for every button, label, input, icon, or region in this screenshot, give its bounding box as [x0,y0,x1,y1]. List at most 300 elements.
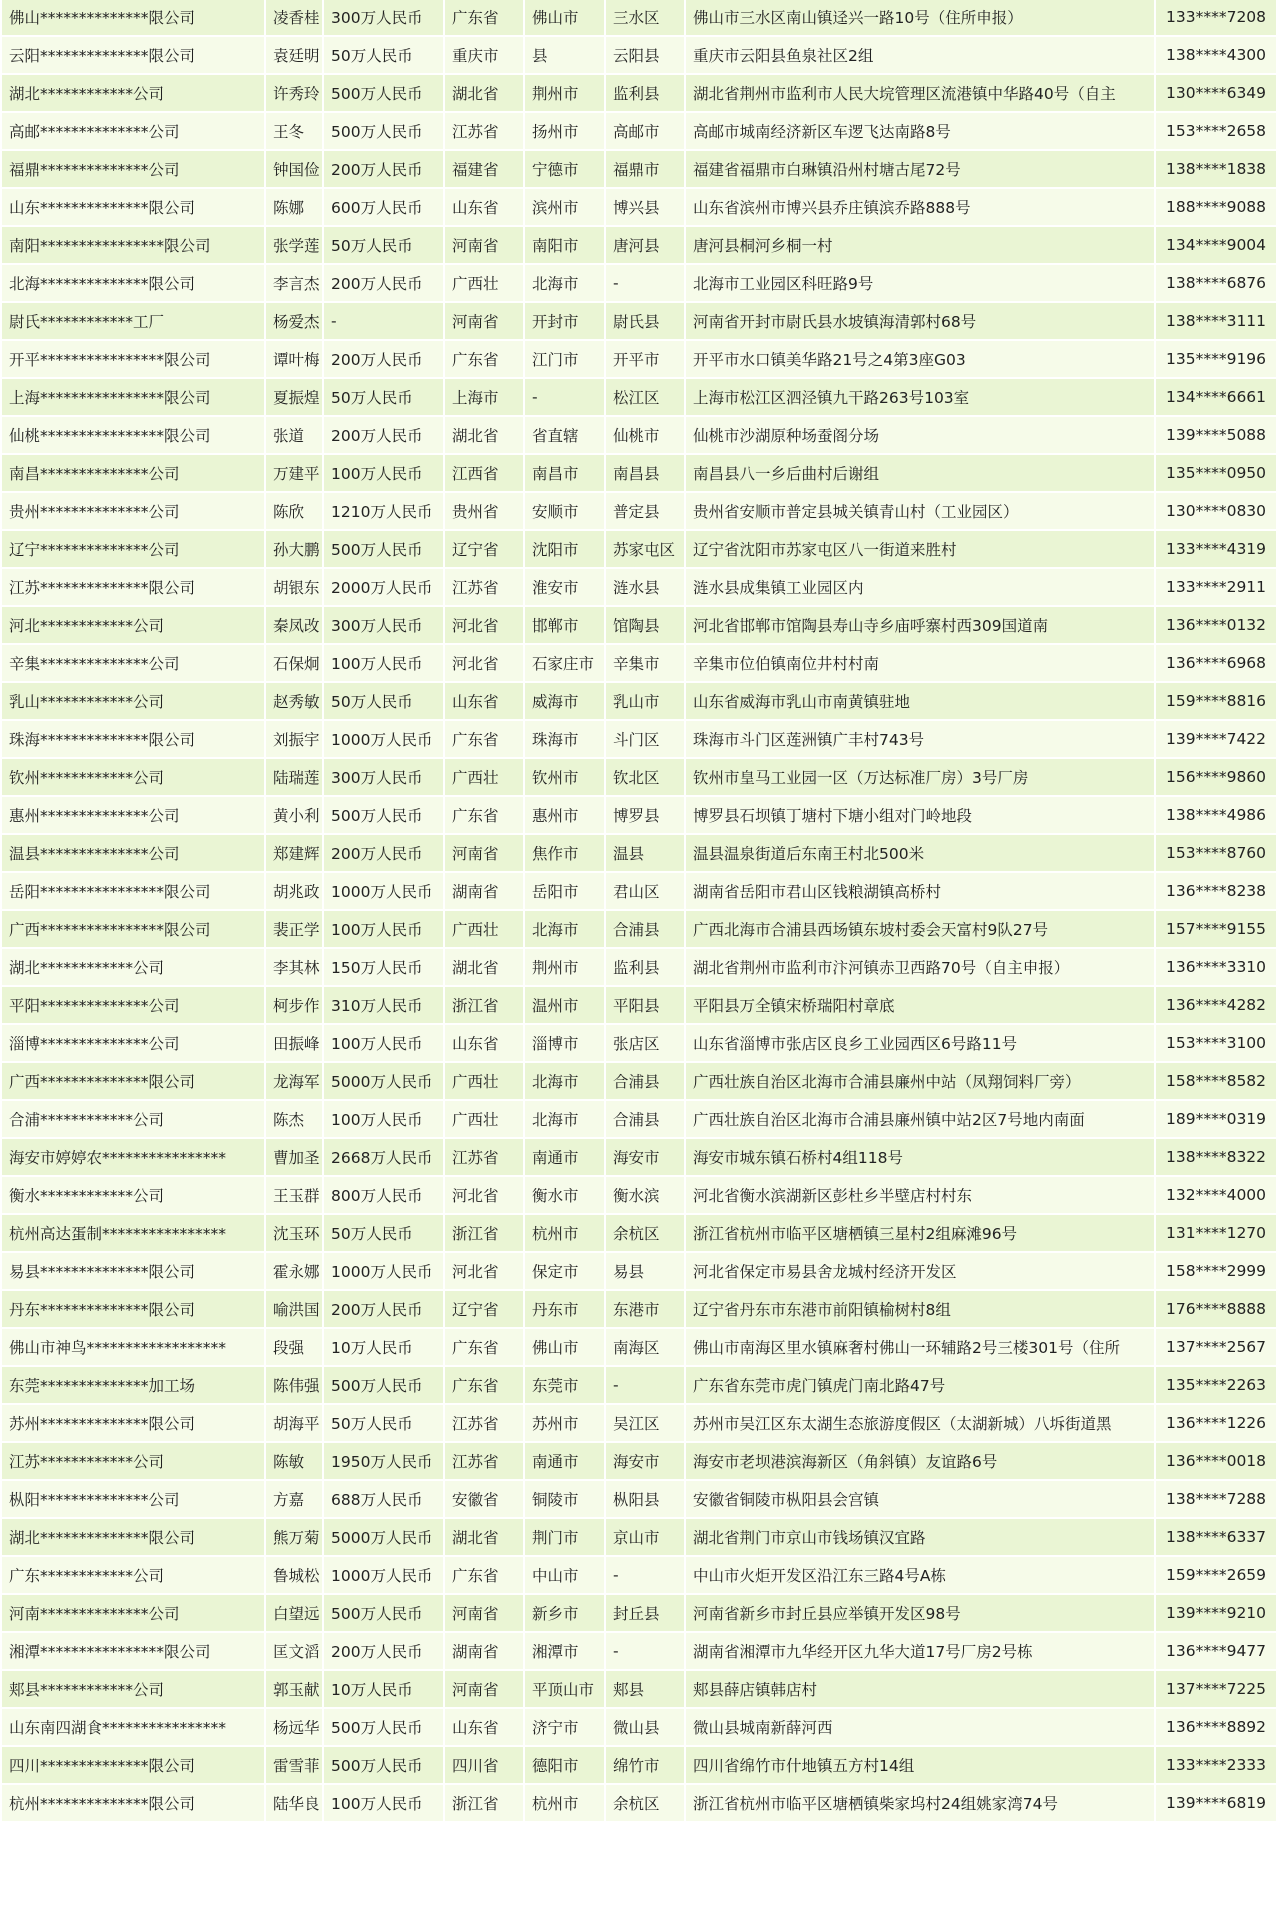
address-cell: 南昌县八一乡后曲村后谢组 [686,455,1154,491]
phone-cell: 153****2658 [1156,113,1276,149]
address-cell: 河南省新乡市封丘县应举镇开发区98号 [686,1595,1154,1631]
legal-person-cell: 赵秀敏 [266,683,322,719]
phone-cell: 138****4300 [1156,37,1276,73]
address-cell: 平阳县万全镇宋桥瑞阳村章底 [686,987,1154,1023]
province-cell: 山东省 [445,1025,523,1061]
table-row [2,683,1276,719]
city-cell: 新乡市 [525,1595,604,1631]
address-cell: 广东省东莞市虎门镇虎门南北路47号 [686,1367,1154,1403]
phone-cell: 136****8892 [1156,1709,1276,1745]
registered-capital-cell: 100万人民币 [324,645,443,681]
phone-cell: 137****2567 [1156,1329,1276,1365]
city-cell: 南通市 [525,1443,604,1479]
district-cell: 博罗县 [606,797,684,833]
legal-person-cell: 王玉群 [266,1177,322,1213]
phone-cell: 133****2333 [1156,1747,1276,1783]
phone-cell: 138****4986 [1156,797,1276,833]
legal-person-cell: 匡文滔 [266,1633,322,1669]
phone-cell: 136****1226 [1156,1405,1276,1441]
address-cell: 北海市工业园区科旺路9号 [686,265,1154,301]
legal-person-cell: 钟国俭 [266,151,322,187]
registered-capital-cell: 200万人民币 [324,341,443,377]
province-cell: 河南省 [445,303,523,339]
province-cell: 广东省 [445,0,523,35]
province-cell: 广西壮 [445,1101,523,1137]
phone-cell: 132****4000 [1156,1177,1276,1213]
address-cell: 安徽省铜陵市枞阳县会宫镇 [686,1481,1154,1517]
address-cell: 河北省邯郸市馆陶县寿山寺乡庙呼寨村西309国道南 [686,607,1154,643]
legal-person-cell: 黄小利 [266,797,322,833]
province-cell: 广西壮 [445,265,523,301]
company-name-cell: 珠海**************限公司 [2,721,264,757]
district-cell: 枞阳县 [606,1481,684,1517]
address-cell: 钦州市皇马工业园一区（万达标准厂房）3号厂房 [686,759,1154,795]
legal-person-cell: 张学莲 [266,227,322,263]
address-cell: 珠海市斗门区莲洲镇广丰村743号 [686,721,1154,757]
company-name-cell: 湖北************公司 [2,949,264,985]
city-cell: 杭州市 [525,1215,604,1251]
district-cell: 温县 [606,835,684,871]
province-cell: 上海市 [445,379,523,415]
province-cell: 广东省 [445,797,523,833]
company-name-cell: 山东**************限公司 [2,189,264,225]
district-cell: 唐河县 [606,227,684,263]
district-cell: 郏县 [606,1671,684,1707]
province-cell: 广东省 [445,1557,523,1593]
company-name-cell: 温县**************公司 [2,835,264,871]
table-row [2,1709,1276,1745]
phone-cell: 135****0950 [1156,455,1276,491]
city-cell: 扬州市 [525,113,604,149]
city-cell: 珠海市 [525,721,604,757]
phone-cell: 131****1270 [1156,1215,1276,1251]
table-row [2,721,1276,757]
registered-capital-cell: 50万人民币 [324,379,443,415]
company-name-cell: 广西****************限公司 [2,911,264,947]
address-cell: 四川省绵竹市什地镇五方村14组 [686,1747,1154,1783]
registered-capital-cell: 200万人民币 [324,265,443,301]
phone-cell: 153****8760 [1156,835,1276,871]
company-name-cell: 钦州************公司 [2,759,264,795]
company-name-cell: 仙桃****************限公司 [2,417,264,453]
district-cell: 封丘县 [606,1595,684,1631]
province-cell: 广西壮 [445,911,523,947]
phone-cell: 136****9477 [1156,1633,1276,1669]
table-row [2,303,1276,339]
district-cell: - [606,1367,684,1403]
registered-capital-cell: 500万人民币 [324,797,443,833]
province-cell: 浙江省 [445,1215,523,1251]
registered-capital-cell: 150万人民币 [324,949,443,985]
province-cell: 安徽省 [445,1481,523,1517]
address-cell: 仙桃市沙湖原种场蚕阁分场 [686,417,1154,453]
address-cell: 辽宁省沈阳市苏家屯区八一街道来胜村 [686,531,1154,567]
company-name-cell: 南阳****************限公司 [2,227,264,263]
province-cell: 山东省 [445,1709,523,1745]
registered-capital-cell: 500万人民币 [324,1367,443,1403]
legal-person-cell: 杨爱杰 [266,303,322,339]
city-cell: 保定市 [525,1253,604,1289]
city-cell: 沈阳市 [525,531,604,567]
company-name-cell: 河南**************公司 [2,1595,264,1631]
table-row [2,1405,1276,1441]
legal-person-cell: 陈娜 [266,189,322,225]
company-name-cell: 易县**************限公司 [2,1253,264,1289]
registered-capital-cell: 300万人民币 [324,0,443,35]
district-cell: 东港市 [606,1291,684,1327]
district-cell: 衡水滨 [606,1177,684,1213]
company-name-cell: 辽宁**************公司 [2,531,264,567]
address-cell: 浙江省杭州市临平区塘栖镇柴家坞村24组姚家湾74号 [686,1785,1154,1821]
city-cell: 荆州市 [525,75,604,111]
province-cell: 河南省 [445,835,523,871]
legal-person-cell: 喻洪国 [266,1291,322,1327]
company-name-cell: 淄博**************公司 [2,1025,264,1061]
legal-person-cell: 万建平 [266,455,322,491]
province-cell: 山东省 [445,189,523,225]
city-cell: 邯郸市 [525,607,604,643]
registered-capital-cell: 500万人民币 [324,113,443,149]
company-name-cell: 乳山************公司 [2,683,264,719]
district-cell: 三水区 [606,0,684,35]
table-row [2,1025,1276,1061]
district-cell: 云阳县 [606,37,684,73]
phone-cell: 156****9860 [1156,759,1276,795]
registered-capital-cell: 600万人民币 [324,189,443,225]
table-row [2,569,1276,605]
district-cell: 合浦县 [606,911,684,947]
city-cell: - [525,379,604,415]
province-cell: 浙江省 [445,1785,523,1821]
province-cell: 江西省 [445,455,523,491]
table-row [2,1785,1276,1821]
address-cell: 佛山市南海区里水镇麻奢村佛山一环辅路2号三楼301号（住所 [686,1329,1154,1365]
address-cell: 浙江省杭州市临平区塘栖镇三星村2组麻滩96号 [686,1215,1154,1251]
address-cell: 海安市城东镇石桥村4组118号 [686,1139,1154,1175]
city-cell: 苏州市 [525,1405,604,1441]
city-cell: 钦州市 [525,759,604,795]
city-cell: 宁德市 [525,151,604,187]
province-cell: 河北省 [445,607,523,643]
province-cell: 河南省 [445,227,523,263]
district-cell: 南海区 [606,1329,684,1365]
table-row [2,1253,1276,1289]
city-cell: 北海市 [525,265,604,301]
city-cell: 荆门市 [525,1519,604,1555]
registered-capital-cell: 2668万人民币 [324,1139,443,1175]
company-name-cell: 海安市婷婷农**************** [2,1139,264,1175]
registered-capital-cell: 500万人民币 [324,1747,443,1783]
address-cell: 辛集市位伯镇南位井村村南 [686,645,1154,681]
company-name-cell: 河北************公司 [2,607,264,643]
registered-capital-cell: 500万人民币 [324,75,443,111]
table-row [2,1215,1276,1251]
address-cell: 福建省福鼎市白琳镇沿州村塘古尾72号 [686,151,1154,187]
company-name-cell: 高邮**************公司 [2,113,264,149]
district-cell: 福鼎市 [606,151,684,187]
registered-capital-cell: 5000万人民币 [324,1519,443,1555]
registered-capital-cell: 1950万人民币 [324,1443,443,1479]
province-cell: 河南省 [445,1671,523,1707]
district-cell: 吴江区 [606,1405,684,1441]
address-cell: 山东省滨州市博兴县乔庄镇滨乔路888号 [686,189,1154,225]
table-row [2,379,1276,415]
city-cell: 岳阳市 [525,873,604,909]
legal-person-cell: 白望远 [266,1595,322,1631]
city-cell: 佛山市 [525,1329,604,1365]
registered-capital-cell: 500万人民币 [324,1595,443,1631]
legal-person-cell: 胡银东 [266,569,322,605]
registered-capital-cell: 500万人民币 [324,531,443,567]
phone-cell: 138****7288 [1156,1481,1276,1517]
company-name-cell: 四川**************限公司 [2,1747,264,1783]
address-cell: 广西壮族自治区北海市合浦县廉州中站（凤翔饲料厂旁） [686,1063,1154,1099]
city-cell: 铜陵市 [525,1481,604,1517]
phone-cell: 138****3111 [1156,303,1276,339]
city-cell: 东莞市 [525,1367,604,1403]
phone-cell: 138****1838 [1156,151,1276,187]
address-cell: 河北省衡水滨湖新区彭杜乡半壁店村村东 [686,1177,1154,1213]
address-cell: 广西北海市合浦县西场镇东坡村委会天富村9队27号 [686,911,1154,947]
table-row [2,75,1276,111]
phone-cell: 130****0830 [1156,493,1276,529]
city-cell: 北海市 [525,1101,604,1137]
registered-capital-cell: 10万人民币 [324,1671,443,1707]
province-cell: 广东省 [445,721,523,757]
table-row [2,1595,1276,1631]
address-cell: 高邮市城南经济新区车逻飞达南路8号 [686,113,1154,149]
address-cell: 湖南省湘潭市九华经开区九华大道17号厂房2号栋 [686,1633,1154,1669]
city-cell: 济宁市 [525,1709,604,1745]
registered-capital-cell: 50万人民币 [324,37,443,73]
phone-cell: 188****9088 [1156,189,1276,225]
city-cell: 平顶山市 [525,1671,604,1707]
legal-person-cell: 龙海军 [266,1063,322,1099]
company-name-cell: 湘潭****************限公司 [2,1633,264,1669]
legal-person-cell: 李言杰 [266,265,322,301]
province-cell: 浙江省 [445,987,523,1023]
company-name-cell: 广西**************限公司 [2,1063,264,1099]
legal-person-cell: 孙大鹏 [266,531,322,567]
district-cell: 涟水县 [606,569,684,605]
company-name-cell: 平阳**************公司 [2,987,264,1023]
registered-capital-cell: - [324,303,443,339]
legal-person-cell: 王冬 [266,113,322,149]
table-row [2,1633,1276,1669]
legal-person-cell: 袁廷明 [266,37,322,73]
province-cell: 湖北省 [445,417,523,453]
company-name-cell: 惠州**************公司 [2,797,264,833]
legal-person-cell: 胡海平 [266,1405,322,1441]
legal-person-cell: 石保炯 [266,645,322,681]
province-cell: 江苏省 [445,1405,523,1441]
registered-capital-cell: 1000万人民币 [324,1253,443,1289]
city-cell: 北海市 [525,1063,604,1099]
table-row [2,493,1276,529]
company-name-cell: 福鼎**************公司 [2,151,264,187]
province-cell: 湖南省 [445,873,523,909]
province-cell: 河北省 [445,645,523,681]
city-cell: 温州市 [525,987,604,1023]
province-cell: 辽宁省 [445,1291,523,1327]
registered-capital-cell: 200万人民币 [324,417,443,453]
district-cell: 尉氏县 [606,303,684,339]
phone-cell: 133****4319 [1156,531,1276,567]
province-cell: 河北省 [445,1177,523,1213]
registered-capital-cell: 800万人民币 [324,1177,443,1213]
phone-cell: 135****9196 [1156,341,1276,377]
registered-capital-cell: 100万人民币 [324,455,443,491]
phone-cell: 136****6968 [1156,645,1276,681]
table-row [2,1747,1276,1783]
table-row [2,227,1276,263]
province-cell: 广东省 [445,1329,523,1365]
address-cell: 贵州省安顺市普定县城关镇青山村（工业园区） [686,493,1154,529]
legal-person-cell: 胡兆政 [266,873,322,909]
address-cell: 博罗县石坝镇丁塘村下塘小组对门岭地段 [686,797,1154,833]
company-name-cell: 杭州高达蛋制**************** [2,1215,264,1251]
company-name-cell: 北海**************限公司 [2,265,264,301]
city-cell: 惠州市 [525,797,604,833]
table-row [2,455,1276,491]
phone-cell: 139****7422 [1156,721,1276,757]
legal-person-cell: 许秀玲 [266,75,322,111]
table-row [2,1139,1276,1175]
address-cell: 河南省开封市尉氏县水坡镇海清郭村68号 [686,303,1154,339]
legal-person-cell: 雷雪菲 [266,1747,322,1783]
address-cell: 湖北省荆州市监利市人民大垸管理区流港镇中华路40号（自主 [686,75,1154,111]
company-name-cell: 开平****************限公司 [2,341,264,377]
legal-person-cell: 陆瑞莲 [266,759,322,795]
table-row [2,949,1276,985]
address-cell: 海安市老坝港滨海新区（角斜镇）友谊路6号 [686,1443,1154,1479]
company-name-cell: 江苏**************限公司 [2,569,264,605]
company-name-cell: 山东南四湖食**************** [2,1709,264,1745]
city-cell: 北海市 [525,911,604,947]
registered-capital-cell: 50万人民币 [324,1405,443,1441]
district-cell: 博兴县 [606,189,684,225]
table-row [2,531,1276,567]
province-cell: 四川省 [445,1747,523,1783]
registered-capital-cell: 1000万人民币 [324,1557,443,1593]
company-name-cell: 东莞**************加工场 [2,1367,264,1403]
phone-cell: 133****7208 [1156,0,1276,35]
address-cell: 河北省保定市易县舍龙城村经济开发区 [686,1253,1154,1289]
registered-capital-cell: 50万人民币 [324,1215,443,1251]
table-row [2,1291,1276,1327]
phone-cell: 139****9210 [1156,1595,1276,1631]
table-row [2,873,1276,909]
legal-person-cell: 郑建辉 [266,835,322,871]
phone-cell: 139****6819 [1156,1785,1276,1821]
registered-capital-cell: 200万人民币 [324,835,443,871]
district-cell: 钦北区 [606,759,684,795]
address-cell: 湖北省荆州市监利市汴河镇赤卫西路70号（自主申报） [686,949,1154,985]
registered-capital-cell: 100万人民币 [324,1101,443,1137]
address-cell: 重庆市云阳县鱼泉社区2组 [686,37,1154,73]
city-cell: 南阳市 [525,227,604,263]
registered-capital-cell: 50万人民币 [324,227,443,263]
company-name-cell: 佛山**************限公司 [2,0,264,35]
table-row [2,1519,1276,1555]
company-name-cell: 岳阳****************限公司 [2,873,264,909]
company-name-cell: 衡水************公司 [2,1177,264,1213]
district-cell: 监利县 [606,949,684,985]
phone-cell: 159****2659 [1156,1557,1276,1593]
district-cell: 张店区 [606,1025,684,1061]
province-cell: 河北省 [445,1253,523,1289]
city-cell: 中山市 [525,1557,604,1593]
company-name-cell: 合浦************公司 [2,1101,264,1137]
district-cell: - [606,1633,684,1669]
table-row [2,1557,1276,1593]
district-cell: - [606,1557,684,1593]
legal-person-cell: 陈欣 [266,493,322,529]
province-cell: 江苏省 [445,1139,523,1175]
city-cell: 石家庄市 [525,645,604,681]
legal-person-cell: 鲁城松 [266,1557,322,1593]
legal-person-cell: 裴正学 [266,911,322,947]
phone-cell: 135****2263 [1156,1367,1276,1403]
district-cell: 海安市 [606,1139,684,1175]
city-cell: 县 [525,37,604,73]
city-cell: 南昌市 [525,455,604,491]
company-name-cell: 郏县************公司 [2,1671,264,1707]
province-cell: 广东省 [445,1367,523,1403]
phone-cell: 158****2999 [1156,1253,1276,1289]
province-cell: 广东省 [445,341,523,377]
phone-cell: 139****5088 [1156,417,1276,453]
registered-capital-cell: 100万人民币 [324,1025,443,1061]
legal-person-cell: 张道 [266,417,322,453]
registered-capital-cell: 200万人民币 [324,1633,443,1669]
district-cell: 仙桃市 [606,417,684,453]
table-row [2,417,1276,453]
district-cell: 京山市 [606,1519,684,1555]
company-name-cell: 上海****************限公司 [2,379,264,415]
company-name-cell: 杭州**************限公司 [2,1785,264,1821]
city-cell: 杭州市 [525,1785,604,1821]
phone-cell: 138****8322 [1156,1139,1276,1175]
city-cell: 荆州市 [525,949,604,985]
registered-capital-cell: 10万人民币 [324,1329,443,1365]
registered-capital-cell: 1000万人民币 [324,873,443,909]
province-cell: 湖北省 [445,1519,523,1555]
table-row [2,1367,1276,1403]
address-cell: 山东省淄博市张店区良乡工业园西区6号路11号 [686,1025,1154,1061]
company-name-cell: 佛山市神鸟****************** [2,1329,264,1365]
company-name-cell: 湖北**************限公司 [2,1519,264,1555]
address-cell: 湖北省荆门市京山市钱场镇汉宜路 [686,1519,1154,1555]
legal-person-cell: 陈敏 [266,1443,322,1479]
phone-cell: 134****6661 [1156,379,1276,415]
address-cell: 微山县城南新薛河西 [686,1709,1154,1745]
district-cell: 易县 [606,1253,684,1289]
company-name-cell: 苏州**************限公司 [2,1405,264,1441]
table-row [2,1671,1276,1707]
phone-cell: 159****8816 [1156,683,1276,719]
district-cell: 合浦县 [606,1063,684,1099]
table-row [2,759,1276,795]
city-cell: 衡水市 [525,1177,604,1213]
registered-capital-cell: 100万人民币 [324,1785,443,1821]
registered-capital-cell: 310万人民币 [324,987,443,1023]
province-cell: 辽宁省 [445,531,523,567]
table-row [2,151,1276,187]
legal-person-cell: 陈伟强 [266,1367,322,1403]
phone-cell: 157****9155 [1156,911,1276,947]
city-cell: 省直辖 [525,417,604,453]
